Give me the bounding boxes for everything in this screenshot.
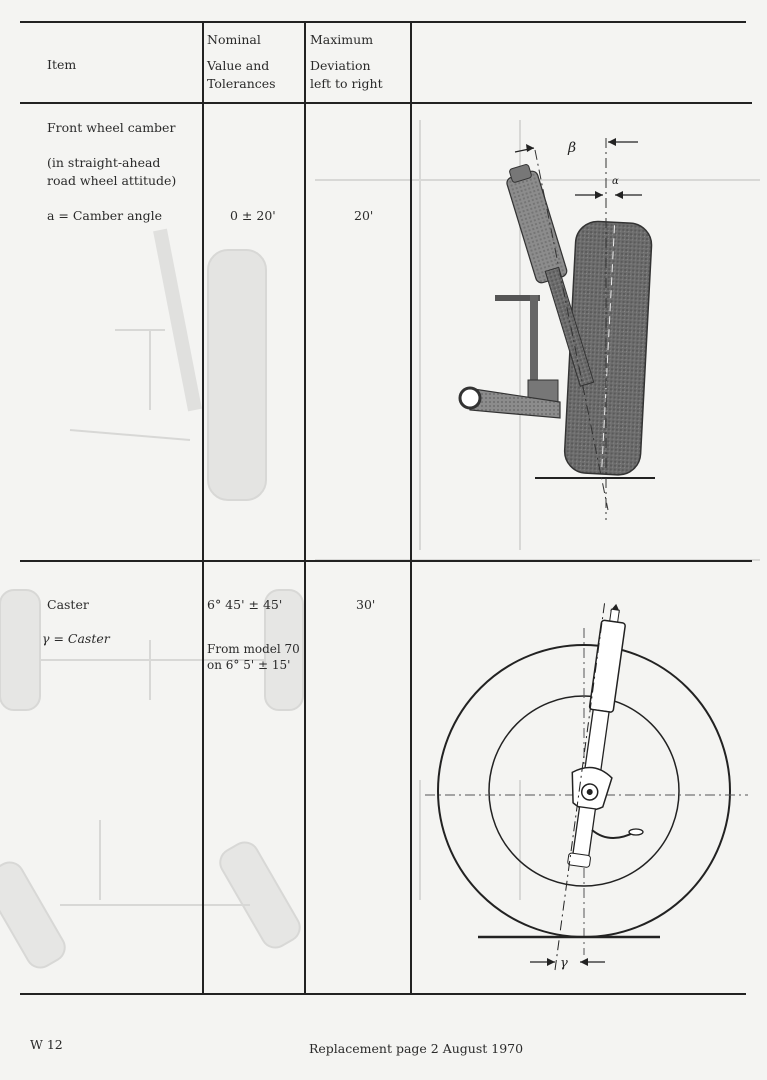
caster-nominal-value: 6° 45' ± 45' bbox=[207, 597, 283, 612]
page-code: W 12 bbox=[30, 1037, 63, 1052]
header-max-line2: Deviation bbox=[310, 58, 371, 73]
camber-angle-label: a = Camber angle bbox=[47, 208, 162, 223]
header-nominal-line2: Value and bbox=[207, 58, 270, 73]
camber-beta-symbol: β bbox=[568, 140, 577, 156]
caster-from-model-line2: on 6° 5' ± 15' bbox=[207, 658, 291, 672]
caster-title: Caster bbox=[47, 597, 89, 612]
camber-title: Front wheel camber bbox=[47, 120, 176, 135]
header-item: Item bbox=[47, 57, 77, 72]
caster-from-model-line1: From model 70 bbox=[207, 642, 300, 656]
caster-max-deviation: 30' bbox=[356, 597, 376, 612]
header-nominal-line3: Tolerances bbox=[207, 76, 276, 91]
replacement-note: Replacement page 2 August 1970 bbox=[309, 1041, 524, 1056]
header-max-line3: left to right bbox=[310, 76, 383, 91]
caster-gamma-symbol: γ bbox=[560, 956, 568, 971]
camber-note-line2: road wheel attitude) bbox=[47, 173, 177, 188]
header-nominal-line1: Nominal bbox=[207, 32, 261, 47]
caster-symbol-label: γ = Caster bbox=[42, 631, 110, 646]
camber-alpha-symbol: α bbox=[612, 176, 619, 187]
camber-note-line1: (in straight-ahead bbox=[47, 155, 161, 170]
header-max-line1: Maximum bbox=[310, 32, 374, 47]
camber-nominal-value: 0 ± 20' bbox=[230, 208, 276, 223]
camber-max-deviation: 20' bbox=[354, 208, 374, 223]
